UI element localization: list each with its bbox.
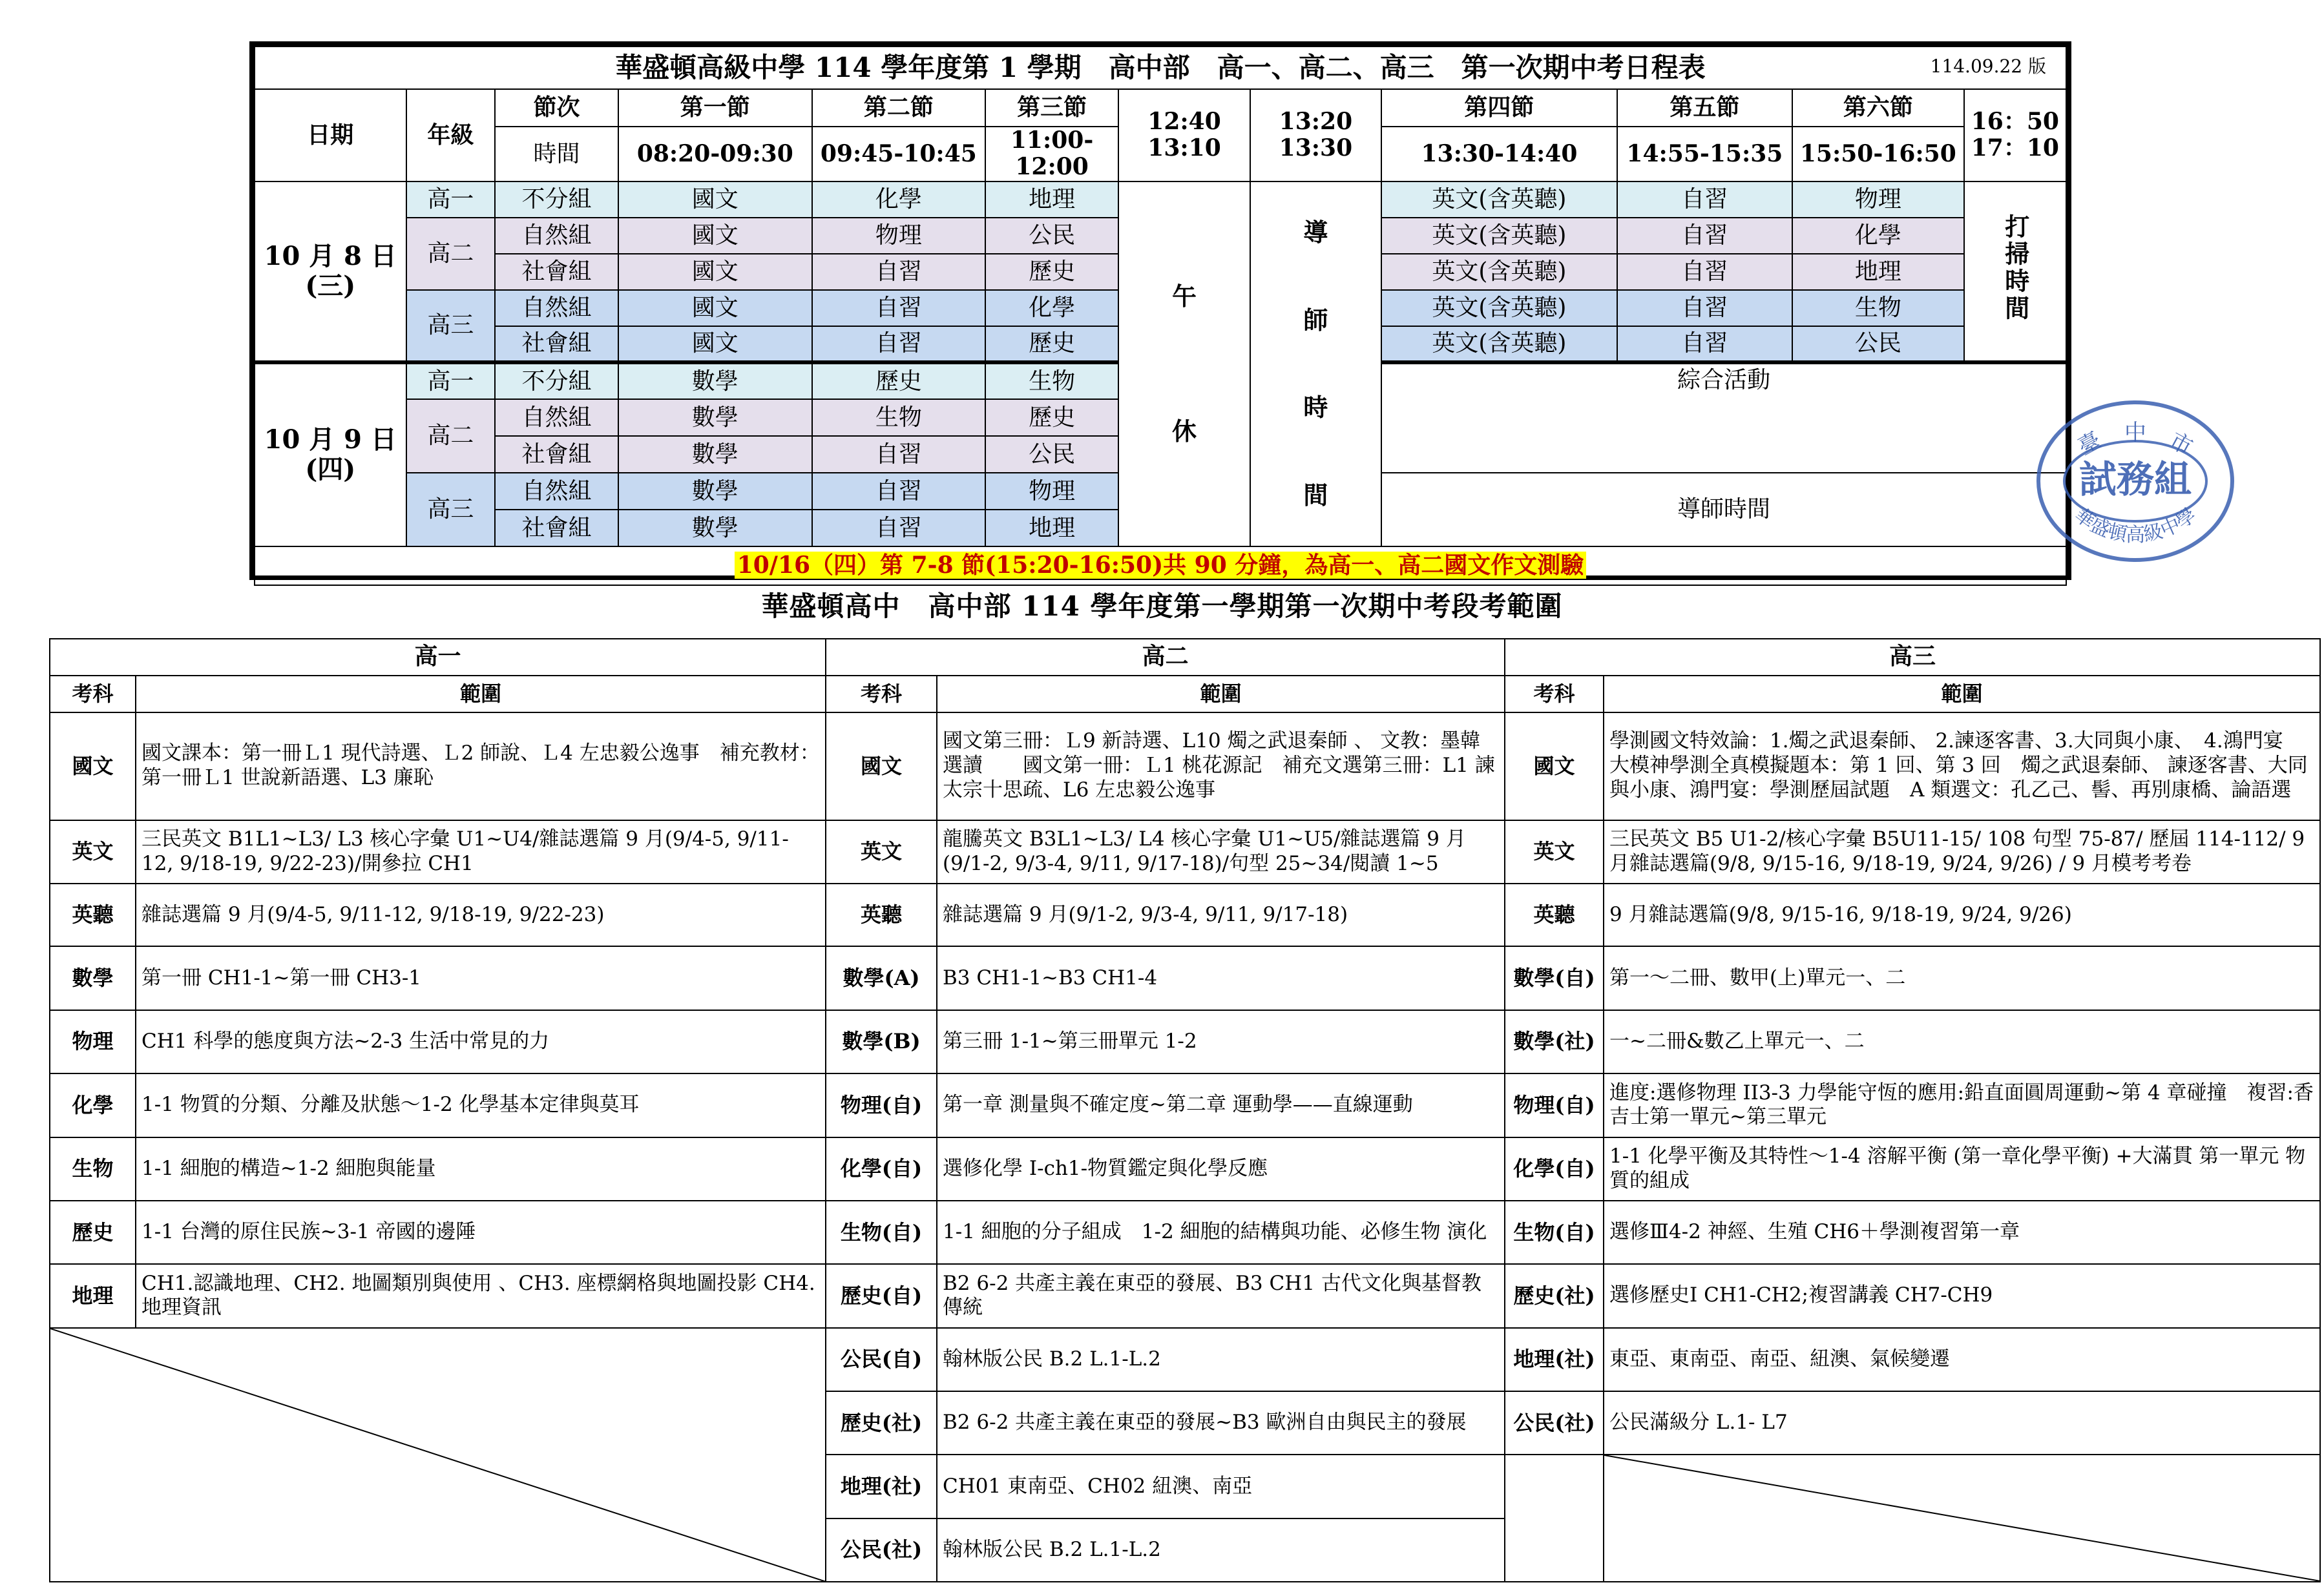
day2-grade-3: 高三 xyxy=(406,473,496,546)
header-p2: 第二節 xyxy=(812,89,985,127)
day2-cell: 歷史 xyxy=(812,362,985,399)
g2-range: CH01 東南亞、CH02 紐澳、南亞 xyxy=(937,1455,1505,1518)
day1-group: 社會組 xyxy=(495,254,618,290)
g1-subject: 英文 xyxy=(50,820,136,884)
day2-grade-1: 高一 xyxy=(406,362,496,399)
day2-group: 自然組 xyxy=(495,399,618,436)
g2-subject: 生物(自) xyxy=(826,1201,937,1264)
g3-range: 1-1 化學平衡及其特性～1-4 溶解平衡 (第一章化學平衡) +大滿貫 第一單元 物質的組成 xyxy=(1604,1137,2320,1201)
subject-header: 考科 xyxy=(826,676,937,712)
g2-subject: 歷史(社) xyxy=(826,1391,937,1455)
g2-range: 選修化學 I-ch1-物質鑑定與化學反應 xyxy=(937,1137,1505,1201)
g1-subject: 物理 xyxy=(50,1010,136,1073)
g1-range: 1-1 細胞的構造~1-2 細胞與能量 xyxy=(136,1137,826,1201)
day1-cell: 國文 xyxy=(618,218,812,254)
header-p6-time: 15:50-16:50 xyxy=(1792,127,1964,181)
composition-test-note-text: 10/16（四）第 7-8 節(15:20-16:50)共 90 分鐘，為高一、高二國文作文測驗 xyxy=(735,552,1587,579)
day1-cell: 化學 xyxy=(985,290,1119,326)
g3-range: 東亞、東南亞、南亞、紐澳、氣候變遷 xyxy=(1604,1328,2320,1391)
range-header: 範圍 xyxy=(136,676,826,712)
lunch-break-cell xyxy=(1118,181,1250,546)
scope-title: 華盛頓高中 高中部 114 學年度第一學期第一次期中考段考範圍 xyxy=(761,590,1563,622)
day1-cell: 化學 xyxy=(812,181,985,218)
day2-cell: 自習 xyxy=(812,436,985,473)
day2-group: 社會組 xyxy=(495,510,618,546)
diagonal-line xyxy=(1604,1455,2319,1581)
g3-subject: 歷史(社) xyxy=(1505,1264,1604,1327)
header-grade: 年級 xyxy=(406,89,496,181)
mentor-char: 導 xyxy=(1303,218,1328,247)
day1-group: 社會組 xyxy=(495,326,618,362)
seal-center-text: 試務組 xyxy=(2078,457,2192,501)
day2-cell: 物理 xyxy=(985,473,1119,510)
day1-cell: 國文 xyxy=(618,326,812,362)
g2-subject: 物理(自) xyxy=(826,1073,937,1137)
g3-range: 選修歷史Ⅰ CH1-CH2;複習講義 CH7-CH9 xyxy=(1604,1264,2320,1327)
day2-group: 自然組 xyxy=(495,473,618,510)
g1-range: CH1 科學的態度與方法~2-3 生活中常見的力 xyxy=(136,1010,826,1073)
g3-subject: 英聽 xyxy=(1505,884,1604,946)
day2-cell: 數學 xyxy=(618,436,812,473)
g3-range: 進度:選修物理 II3-3 力學能守恆的應用:鉛直面圓周運動~第 4 章碰撞 複習:香吉士第一單元~第三單元 xyxy=(1604,1073,2320,1137)
g2-subject: 公民(自) xyxy=(826,1328,937,1391)
day1-cell: 物理 xyxy=(1792,181,1964,218)
g1-subject: 生物 xyxy=(50,1137,136,1201)
day2-cell: 數學 xyxy=(618,510,812,546)
lunch-time-start: 12:40 xyxy=(1147,108,1221,135)
g3-range: 9 月雜誌選篇(9/8, 9/15-16, 9/18-19, 9/24, 9/26) xyxy=(1604,884,2320,946)
day1-cell: 公民 xyxy=(1792,326,1964,362)
g2-range: 1-1 細胞的分子組成 1-2 細胞的結構與功能、必修生物 演化 xyxy=(937,1201,1505,1264)
seal-top-text: 臺 中 市 xyxy=(2073,419,2197,461)
day2-mentor-time-cell: 導師時間 xyxy=(1381,473,2066,546)
exam-office-seal xyxy=(2029,394,2242,562)
g2-range: B2 6-2 共產主義在東亞的發展~B3 歐洲自由與民主的發展 xyxy=(937,1391,1505,1455)
g3-empty-subject xyxy=(1505,1455,1604,1582)
g3-subject: 數學(社) xyxy=(1505,1010,1604,1073)
day2-cell: 公民 xyxy=(985,436,1119,473)
day1-cell: 自習 xyxy=(812,290,985,326)
g3-subject: 地理(社) xyxy=(1505,1328,1604,1391)
day1-cell: 歷史 xyxy=(985,326,1119,362)
g1-subject: 國文 xyxy=(50,712,136,820)
header-mentor-time xyxy=(1250,89,1381,181)
day1-grade-2: 高二 xyxy=(406,218,496,290)
g2-range: 翰林版公民 B.2 L.1-L.2 xyxy=(937,1518,1505,1582)
day1-cell: 自習 xyxy=(812,254,985,290)
range-header: 範圍 xyxy=(937,676,1505,712)
mentor-char: 間 xyxy=(1303,480,1328,510)
header-p6: 第六節 xyxy=(1792,89,1964,127)
g2-range: 第三冊 1-1~第三冊單元 1-2 xyxy=(937,1010,1505,1073)
day1-cell: 生物 xyxy=(1792,290,1964,326)
day2-cell: 地理 xyxy=(985,510,1119,546)
day2-group: 社會組 xyxy=(495,436,618,473)
day2-cell: 自習 xyxy=(812,473,985,510)
header-p1-time: 08:20-09:30 xyxy=(618,127,812,181)
seal-bottom-text: 華盛頓高級中學 xyxy=(2070,503,2201,546)
day1-group: 不分組 xyxy=(495,181,618,218)
lunch-char: 午 xyxy=(1172,281,1197,311)
g3-range: 公民滿級分 L.1- L7 xyxy=(1604,1391,2320,1455)
header-p1: 第一節 xyxy=(618,89,812,127)
clean-time-start: 16：50 xyxy=(1971,108,2059,135)
scope-grade-header: 高二 xyxy=(826,639,1505,676)
day2-weekday: (四) xyxy=(305,454,356,485)
g2-subject: 數學(A) xyxy=(826,946,937,1010)
day1-grade-1: 高一 xyxy=(406,181,496,218)
day1-cell: 國文 xyxy=(618,254,812,290)
g2-subject: 化學(自) xyxy=(826,1137,937,1201)
composition-test-note xyxy=(255,546,2066,585)
header-p5: 第五節 xyxy=(1617,89,1792,127)
header-date: 日期 xyxy=(255,89,406,181)
g3-range: 學測國文特效論：1.燭之武退秦師、 2.諫逐客書、3.大同與小康、 4.鴻門宴 大模神學測全真模擬題本：第 1 回、第 3 回 燭之武退秦師、 諫逐客書、大同與小康、鴻門宴：學測歷屆試題 A 類選文：孔乙己、髻、再別康橋、論語選 xyxy=(1604,712,2320,820)
g1-range: 第一冊 CH1-1~第一冊 CH3-1 xyxy=(136,946,826,1010)
schedule-title xyxy=(255,47,2066,89)
header-p4: 第四節 xyxy=(1381,89,1617,127)
day2-cell: 生物 xyxy=(985,362,1119,399)
day1-cell: 地理 xyxy=(1792,254,1964,290)
day1-weekday: (三) xyxy=(305,270,356,301)
day2-cell: 數學 xyxy=(618,362,812,399)
day1-cell: 地理 xyxy=(985,181,1119,218)
header-p4-time: 13:30-14:40 xyxy=(1381,127,1617,181)
version-label: 114.09.22 版 xyxy=(1930,56,2046,77)
day1-cell: 國文 xyxy=(618,181,812,218)
g2-subject: 英文 xyxy=(826,820,937,884)
day1-cell: 自習 xyxy=(1617,218,1792,254)
header-lunch-time xyxy=(1118,89,1250,181)
g3-range: 選修Ⅲ4-2 神經、生殖 CH6＋學測複習第一章 xyxy=(1604,1201,2320,1264)
header-time: 時間 xyxy=(495,127,618,181)
scope-grade-header: 高三 xyxy=(1505,639,2320,676)
range-header: 範圍 xyxy=(1604,676,2320,712)
g2-range: B2 6-2 共產主義在東亞的發展、B3 CH1 古代文化與基督教傳統 xyxy=(937,1264,1505,1327)
g2-range: B3 CH1-1~B3 CH1-4 xyxy=(937,946,1505,1010)
day1-cell: 國文 xyxy=(618,290,812,326)
g1-subject: 歷史 xyxy=(50,1201,136,1264)
day1-date: 10 月 8 日 xyxy=(264,240,397,271)
g1-range: 雜誌選篇 9 月(9/4-5, 9/11-12, 9/18-19, 9/22-23) xyxy=(136,884,826,946)
g2-range: 雜誌選篇 9 月(9/1-2, 9/3-4, 9/11, 9/17-18) xyxy=(937,884,1505,946)
exam-schedule-table xyxy=(249,41,2071,580)
day1-cell: 英文(含英聽) xyxy=(1381,218,1617,254)
g1-empty-cell xyxy=(50,1328,826,1582)
day2-grade-2: 高二 xyxy=(406,399,496,473)
g1-subject: 地理 xyxy=(50,1264,136,1327)
day2-date: 10 月 9 日 xyxy=(264,424,397,455)
mentor-char: 時 xyxy=(1303,393,1328,422)
g1-range: CH1.認識地理、CH2. 地圖類別與使用 、CH3. 座標網格與地圖投影 CH4. 地理資訊 xyxy=(136,1264,826,1327)
exam-scope-table xyxy=(49,638,2319,1582)
g3-subject: 化學(自) xyxy=(1505,1137,1604,1201)
day1-cell: 自習 xyxy=(1617,326,1792,362)
mentor-char: 師 xyxy=(1303,305,1328,335)
g3-subject: 公民(社) xyxy=(1505,1391,1604,1455)
g3-subject: 英文 xyxy=(1505,820,1604,884)
day1-cell: 英文(含英聽) xyxy=(1381,290,1617,326)
day1-group: 自然組 xyxy=(495,218,618,254)
g1-subject: 英聽 xyxy=(50,884,136,946)
g1-subject: 化學 xyxy=(50,1073,136,1137)
g2-subject: 數學(B) xyxy=(826,1010,937,1073)
g2-range: 翰林版公民 B.2 L.1-L.2 xyxy=(937,1328,1505,1391)
day1-cell: 歷史 xyxy=(985,254,1119,290)
day1-cell: 英文(含英聽) xyxy=(1381,254,1617,290)
g3-subject: 國文 xyxy=(1505,712,1604,820)
diagonal-line xyxy=(50,1329,825,1581)
g3-subject: 物理(自) xyxy=(1505,1073,1604,1137)
day2-cell: 歷史 xyxy=(985,399,1119,436)
day1-group: 自然組 xyxy=(495,290,618,326)
day1-cell: 自習 xyxy=(1617,254,1792,290)
header-period: 節次 xyxy=(495,89,618,127)
day2-date-cell xyxy=(255,362,406,546)
day2-cell: 生物 xyxy=(812,399,985,436)
g3-subject: 生物(自) xyxy=(1505,1201,1604,1264)
lunch-time-end: 13:10 xyxy=(1147,134,1221,162)
day1-cell: 英文(含英聽) xyxy=(1381,326,1617,362)
g1-subject: 數學 xyxy=(50,946,136,1010)
g2-subject: 歷史(自) xyxy=(826,1264,937,1327)
g2-range: 龍騰英文 B3L1~L3/ L4 核心字彙 U1~U5/雜誌選篇 9 月(9/1-2, 9/3-4, 9/11, 9/17-18)/句型 25~34/閱讀 1~5 xyxy=(937,820,1505,884)
g1-range: 1-1 台灣的原住民族~3-1 帝國的邊陲 xyxy=(136,1201,826,1264)
day2-cell: 數學 xyxy=(618,399,812,436)
day1-cell: 自習 xyxy=(1617,181,1792,218)
g2-range: 第一章 測量與不確定度~第二章 運動學——直線運動 xyxy=(937,1073,1505,1137)
mentor-time-cell xyxy=(1250,181,1381,546)
g1-range: 國文課本：第一冊Ｌ1 現代詩選、Ｌ2 師說、Ｌ4 左忠毅公逸事 補充教材：第一冊Ｌ1 世說新語選、L3 廉恥 xyxy=(136,712,826,820)
clean-time-end: 17：10 xyxy=(1971,134,2059,162)
header-p2-time: 09:45-10:45 xyxy=(812,127,985,181)
subject-header: 考科 xyxy=(50,676,136,712)
svg-text:華盛頓高級中學 xyxy=(2070,504,2201,546)
header-p3: 第三節 xyxy=(985,89,1119,127)
day1-grade-3: 高三 xyxy=(406,290,496,362)
day1-cell: 自習 xyxy=(1617,290,1792,326)
g2-subject: 公民(社) xyxy=(826,1518,937,1582)
day2-group: 不分組 xyxy=(495,362,618,399)
g3-empty-cell xyxy=(1604,1455,2320,1582)
g1-range: 三民英文 B1L1~L3/ L3 核心字彙 U1~U4/雜誌選篇 9 月(9/4-5, 9/11-12, 9/18-19, 9/22-23)/開參拉 CH1 xyxy=(136,820,826,884)
cleaning-time-text: 打掃時間 xyxy=(2000,214,2030,323)
g1-range: 1-1 物質的分類、分離及狀態～1-2 化學基本定律與莫耳 xyxy=(136,1073,826,1137)
day1-cell: 公民 xyxy=(985,218,1119,254)
g3-range: 一~二冊&數乙上單元一、二 xyxy=(1604,1010,2320,1073)
header-p3-time: 11:00-12:00 xyxy=(985,127,1119,181)
g2-subject: 英聽 xyxy=(826,884,937,946)
cleaning-time-cell xyxy=(1964,181,2066,362)
mentor-time-end: 13:30 xyxy=(1279,134,1353,162)
day2-cell: 自習 xyxy=(812,510,985,546)
svg-text:臺 中 市 xyxy=(2074,420,2197,461)
g3-range: 三民英文 B5 U1-2/核心字彙 B5U11-15/ 108 句型 75-87/ 歷屆 114-112/ 9 月雜誌選篇(9/8, 9/15-16, 9/18-19, 9/24, 9/26) / 9 月模考考卷 xyxy=(1604,820,2320,884)
day1-cell: 英文(含英聽) xyxy=(1381,181,1617,218)
g3-range: 第一～二冊、數甲(上)單元一、二 xyxy=(1604,946,2320,1010)
g2-range: 國文第三冊：Ｌ9 新詩選、L10 燭之武退秦師 、 文教：墨韓選讀 國文第一冊：Ｌ1 桃花源記 補充文選第三冊：L1 諫太宗十思疏、L6 左忠毅公逸事 xyxy=(937,712,1505,820)
g3-subject: 數學(自) xyxy=(1505,946,1604,1010)
g2-subject: 國文 xyxy=(826,712,937,820)
day1-cell: 自習 xyxy=(812,326,985,362)
lunch-char: 休 xyxy=(1172,417,1197,446)
header-clean-time xyxy=(1964,89,2066,181)
scope-grade-header: 高一 xyxy=(50,639,826,676)
comprehensive-activity-cell: 綜合活動 xyxy=(1381,362,2066,473)
day1-cell: 物理 xyxy=(812,218,985,254)
day1-cell: 化學 xyxy=(1792,218,1964,254)
subject-header: 考科 xyxy=(1505,676,1604,712)
day1-date-cell xyxy=(255,181,406,362)
mentor-time-start: 13:20 xyxy=(1279,108,1353,135)
day2-cell: 數學 xyxy=(618,473,812,510)
g2-subject: 地理(社) xyxy=(826,1455,937,1518)
schedule-title-text: 華盛頓高級中學 114 學年度第 1 學期 高中部 高一、高二、高三 第一次期中考日程表 xyxy=(615,51,1706,83)
header-p5-time: 14:55-15:35 xyxy=(1617,127,1792,181)
